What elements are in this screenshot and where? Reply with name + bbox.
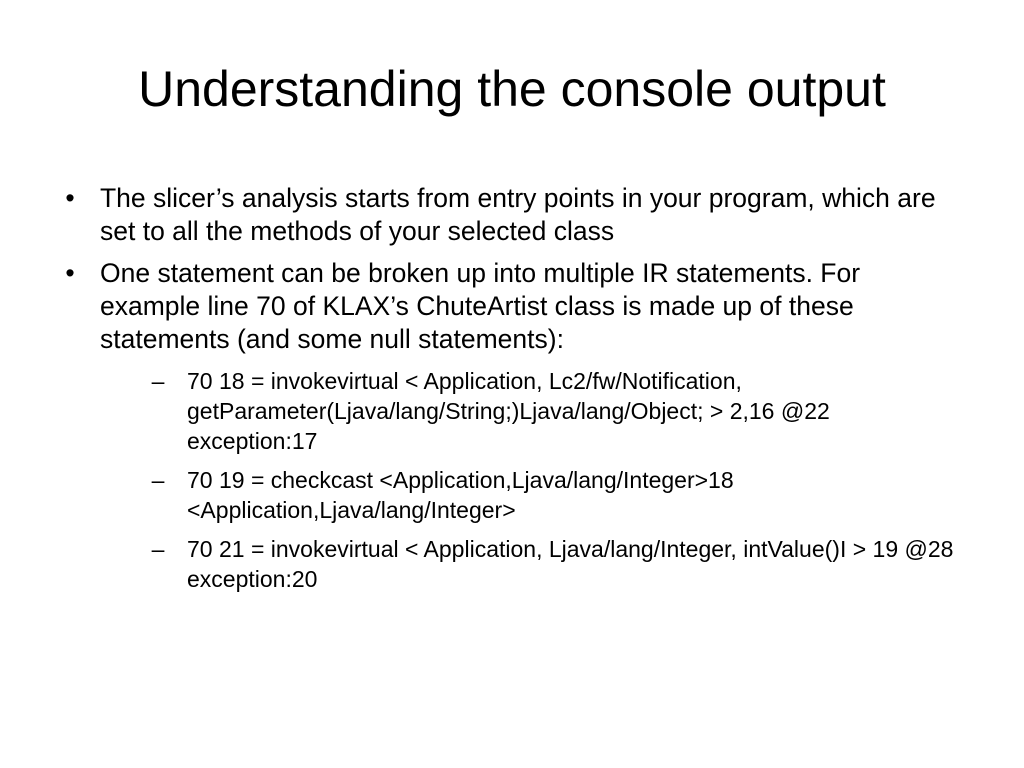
dash-icon: – bbox=[151, 368, 165, 394]
slide-title: Understanding the console output bbox=[138, 61, 886, 117]
slide-body bbox=[58, 182, 958, 603]
dash-icon: – bbox=[151, 536, 165, 562]
sub-bullet-text: 70 18 = invokevirtual < Application, Lc2/fw/Notification, getParameter(Ljava/lang/String;)Ljava/lang/Object; > 2,16 @22 exception:17 bbox=[187, 368, 830, 454]
bullet-item-entry-points bbox=[58, 182, 958, 248]
sub-bullet-item bbox=[147, 366, 958, 456]
bullet-text: The slicer’s analysis starts from entry points in your program, which are set to all the methods of your selected class bbox=[100, 183, 936, 246]
sub-bullet-text: 70 19 = checkcast <Application,Ljava/lang/Integer>18 <Application,Ljava/lang/Integer> bbox=[187, 467, 734, 523]
sub-bullet-list bbox=[147, 366, 958, 594]
sub-bullet-text: 70 21 = invokevirtual < Application, Ljava/lang/Integer, intValue()I > 19 @28 exception:20 bbox=[187, 536, 954, 592]
sub-bullet-item bbox=[147, 465, 958, 525]
bullet-item-ir-statements bbox=[58, 257, 958, 594]
dash-icon: – bbox=[151, 467, 165, 493]
bullet-icon: • bbox=[65, 258, 75, 288]
bullet-icon: • bbox=[65, 183, 75, 213]
sub-bullet-item bbox=[147, 534, 958, 594]
bullet-text: One statement can be broken up into multiple IR statements. For example line 70 of KLAX’s ChuteArtist class is made up of these statements (and some null statements): bbox=[100, 258, 861, 354]
